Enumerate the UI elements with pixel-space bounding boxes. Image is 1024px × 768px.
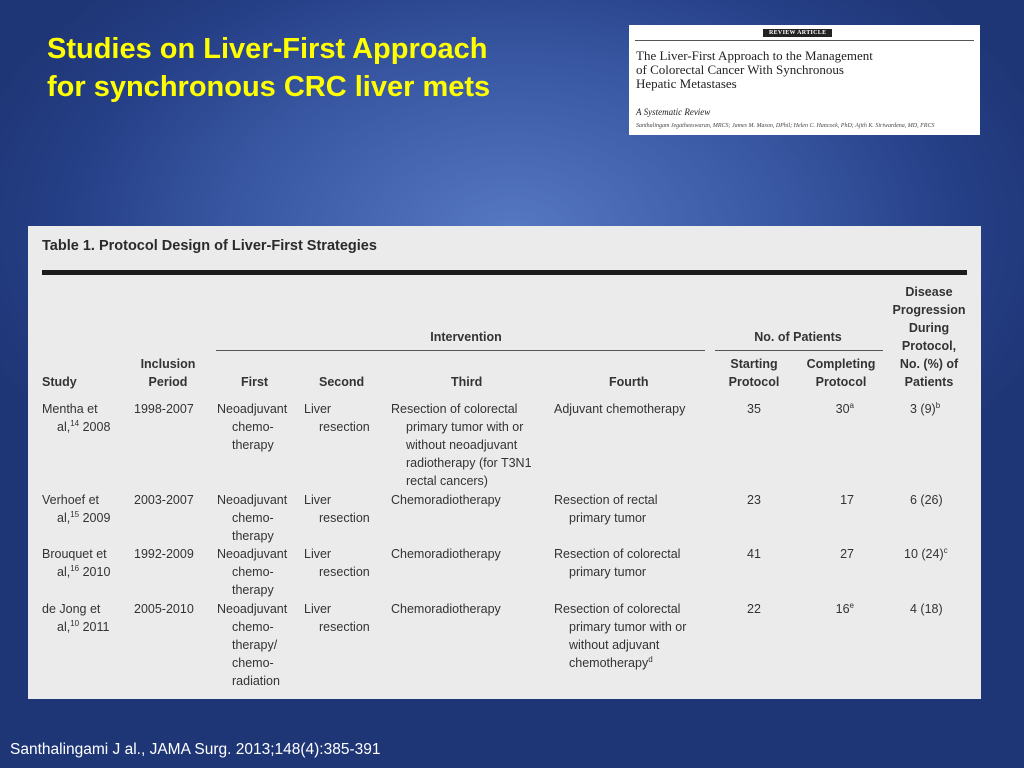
table-row-3-first: Neoadjuvant chemo- therapy [217, 547, 288, 597]
article-rule [635, 40, 974, 41]
header-second: Second [319, 375, 365, 389]
table-row-2-first: Neoadjuvant chemo- therapy [217, 493, 288, 543]
table-row-1-starting: 35 [747, 402, 761, 416]
review-article-tag: REVIEW ARTICLE [763, 29, 832, 37]
table-row-1-second: Liver resection [304, 402, 370, 434]
table-row-2-third: Chemoradiotherapy [391, 493, 501, 507]
header-no-of-patients: No. of Patients [754, 330, 842, 344]
article-subtitle: A Systematic Review [636, 107, 711, 117]
header-intervention: Intervention [430, 330, 502, 344]
table-row-1-study: Mentha et al,$^{14}$ 2008 [42, 402, 111, 434]
table-row-3-progression: 10 $(24)^c$ [904, 545, 948, 561]
table-row-4-progression: 4 (18) [910, 602, 943, 616]
table-row-1-fourth: Adjuvant chemotherapy [554, 402, 686, 416]
table-row-3-study: Brouquet et al,$^{16}$ 2010 [42, 547, 111, 579]
header-disease-progression: Disease Progression During Protocol, No. (%) of Patients [892, 285, 966, 389]
article-header-image [629, 25, 980, 135]
table-row-2-starting: 23 [747, 493, 761, 507]
header-starting-protocol: Starting Protocol [728, 357, 780, 389]
table-row-1-progression: 3 $(9)^b$ [910, 400, 941, 416]
table-row-2-progression: 6 (26) [910, 493, 943, 507]
table-row-4-first: Neoadjuvant chemo- therapy/ chemo- radiation [217, 602, 288, 688]
header-fourth: Fourth [609, 375, 649, 389]
table-row-1-completing: 30$^a$ [835, 400, 854, 416]
table-row-3-fourth: Resection of colorectal primary tumor [554, 547, 681, 579]
header-study: Study [42, 375, 77, 389]
article-title-line-1: The Liver-First Approach to the Management [636, 48, 873, 63]
table-row-4-second: Liver resection [304, 602, 370, 634]
header-third: Third [451, 375, 483, 389]
header-first: First [241, 375, 269, 389]
table-row-4-study: de Jong et al,$^{10}$ 2011 [42, 602, 110, 634]
table-row-4-completing: 16e [835, 600, 854, 616]
slide-title-line-1: Studies on Liver-First Approach [47, 33, 488, 65]
table-row-1-first: Neoadjuvant chemo- therapy [217, 402, 288, 452]
table-row-3-period: 1992-2009 [134, 547, 194, 561]
table-row-4-starting: 22 [747, 602, 761, 616]
table-row-4-fourth: Resection of colorectal primary tumor with or without adjuvant chemotherapy$^d$ [554, 602, 687, 670]
article-title-line-2: of Colorectal Cancer With Synchronous [636, 62, 844, 77]
table-top-rule [42, 270, 967, 275]
table-row-3-completing: 27 [840, 547, 854, 561]
header-completing-protocol: Completing Protocol [806, 357, 876, 389]
article-authors: Santhalingam Jegatheeswaran, MRCS; James M. Mason, DPhil; Helen C. Hancock, PhD; Ajith K. Siriwardena, MD, FRCS [636, 123, 935, 129]
table-row-1-third: Resection of colorectal primary tumor with or without neoadjuvant radiotherapy (for T3N1 rectal cancers) [391, 402, 532, 488]
header-inclusion-period: Inclusion Period [140, 357, 196, 389]
table-row-2-completing: 17 [840, 493, 854, 507]
table-row-3-second: Liver resection [304, 547, 370, 579]
patients-rule [715, 350, 883, 351]
table-row-2-fourth: Resection of rectal primary tumor [554, 493, 658, 525]
article-title [636, 49, 873, 91]
slide-title [47, 30, 490, 106]
table-row-4-period: 2005-2010 [134, 602, 194, 616]
article-title-line-3: Hepatic Metastases [636, 76, 737, 91]
table-row-4-third: Chemoradiotherapy [391, 602, 501, 616]
citation: Santhalingami J al., JAMA Surg. 2013;148(4):385-391 [10, 741, 381, 758]
table-row-3-third: Chemoradiotherapy [391, 547, 501, 561]
table-caption: Table 1. Protocol Design of Liver-First Strategies [42, 238, 377, 254]
table-row-1-period: 1998-2007 [134, 402, 194, 416]
table-row-2-period: 2003-2007 [134, 493, 194, 507]
table-row-2-second: Liver resection [304, 493, 370, 525]
protocol-table [28, 226, 981, 699]
intervention-rule [216, 350, 705, 351]
table-row-3-starting: 41 [747, 547, 761, 561]
slide-title-line-2: for synchronous CRC liver mets [47, 71, 491, 103]
table-row-2-study: Verhoef et al,$^{15}$ 2009 [42, 493, 111, 525]
